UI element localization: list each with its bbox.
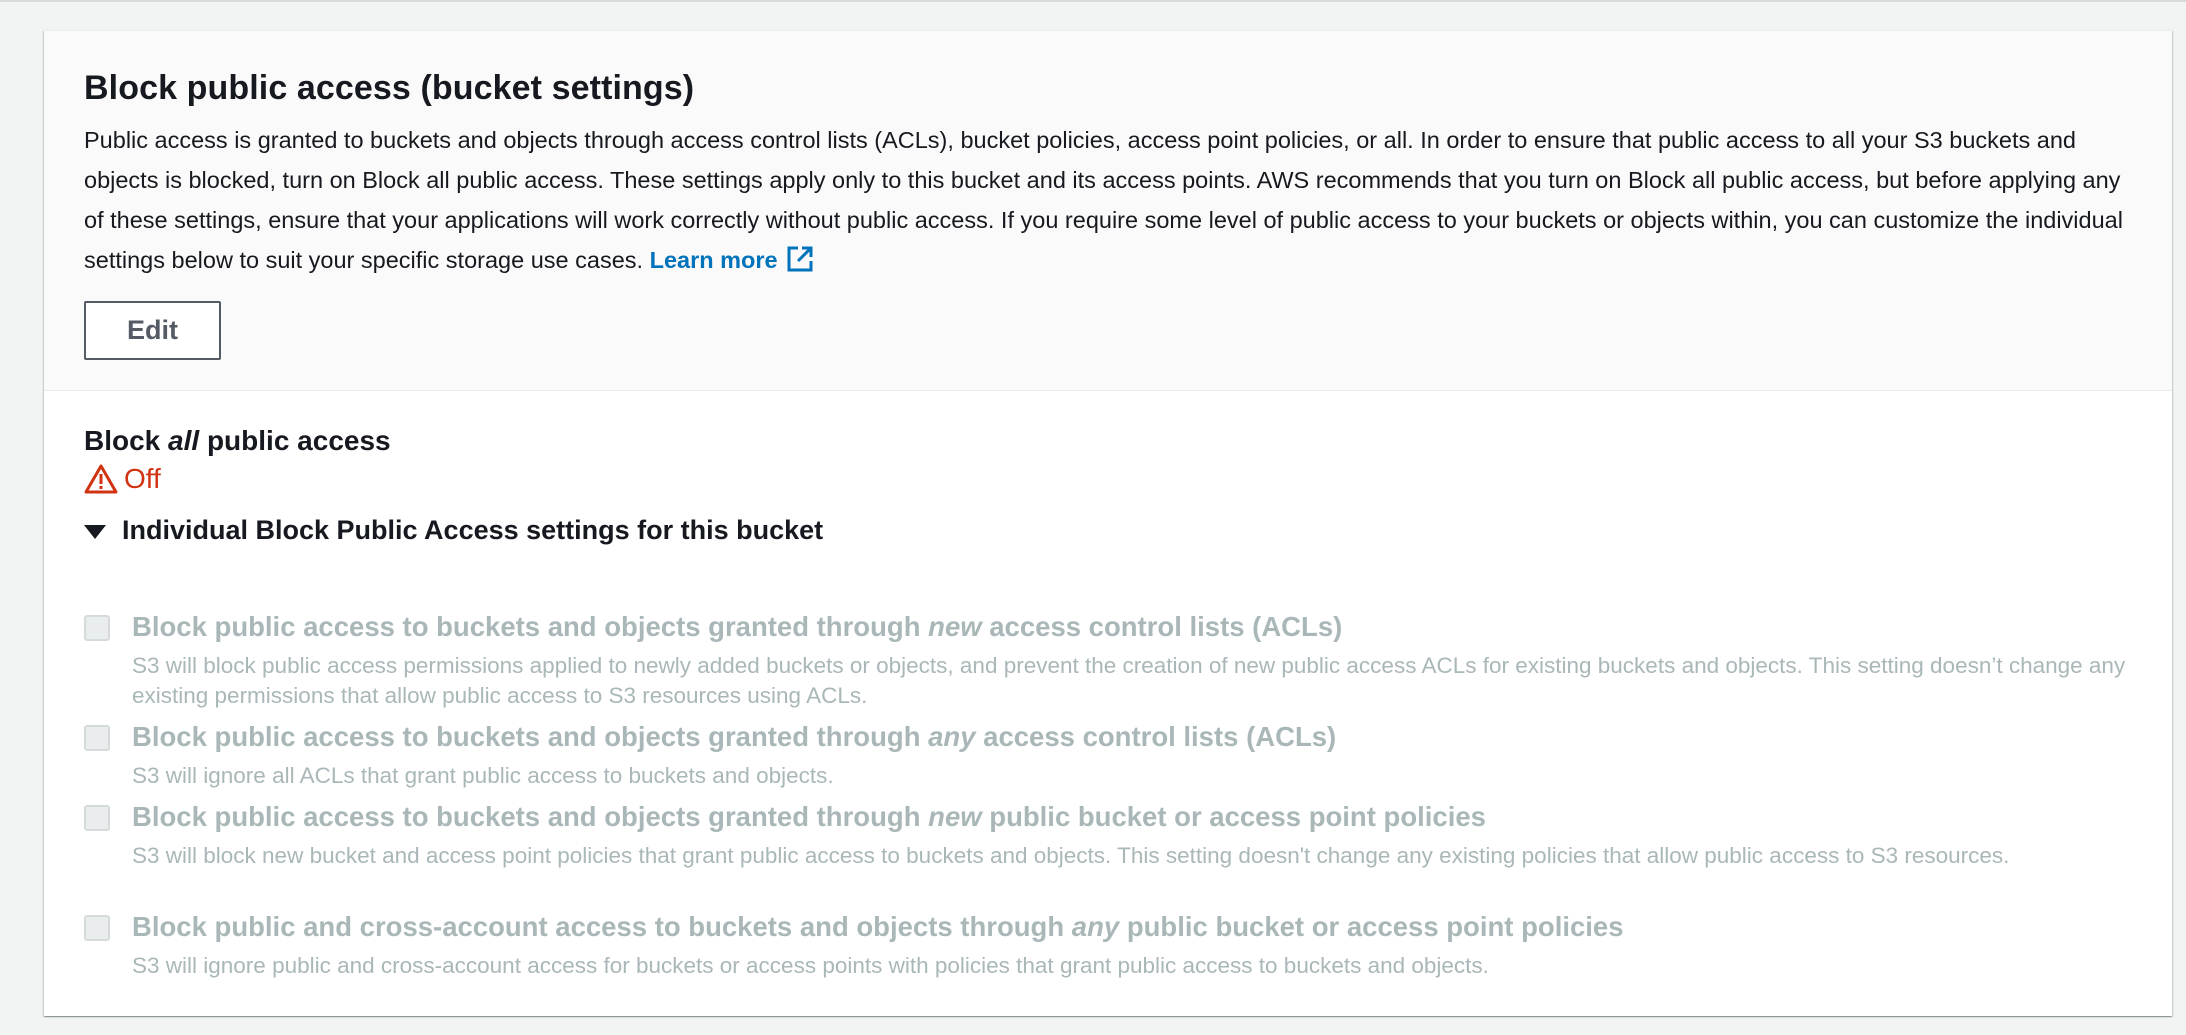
option-title-post: public bucket or access point policies [981,801,1486,832]
option-title [132,911,1624,943]
option-title-pre: Block public access to buckets and objects granted through [132,801,929,832]
option-title-pre: Block public access to buckets and objects granted through [132,721,929,752]
learn-more-label: Learn more [649,247,778,273]
checkbox-block-new-acls[interactable] [84,615,110,641]
option-title-em: any [928,721,976,752]
option-description: S3 will block new bucket and access point policies that grant public access to buckets and objects. This setting doesn't change any existing policies that allow public access to S3 resources. [132,843,2010,868]
option-title [132,611,1342,643]
option-title-em: new [928,801,982,832]
status-text: Off [124,463,161,494]
section-description [84,120,2144,280]
option-description: S3 will ignore all ACLs that grant public access to buckets and objects. [132,763,834,788]
learn-more-link[interactable] [650,247,814,273]
block-all-status [84,463,161,495]
option-title-post: access control lists (ACLs) [975,721,1337,752]
option-title-post: public bucket or access point policies [1119,911,1624,942]
block-all-label [84,425,391,457]
block-all-label-pre: Block [84,425,169,456]
edit-button[interactable]: Edit [84,301,221,360]
option-title-pre: Block public and cross-account access to buckets and objects through [132,911,1072,942]
external-link-icon [786,245,814,273]
option-title [132,801,1486,833]
option-title-pre: Block public access to buckets and objects granted through [132,611,929,642]
option-description: S3 will ignore public and cross-account access for buckets or access points with policies that grant public access to buckets and objects. [132,953,1489,978]
checkbox-block-cross-account[interactable] [84,915,110,941]
option-description: S3 will block public access permissions applied to newly added buckets or objects, and prevent the creation of new public access ACLs for existing buckets and objects. This setting doesn’t change any existing permissions that allow public access to S3 resources using ACLs. [132,653,2126,708]
section-title: Block public access (bucket settings) [84,69,695,107]
individual-settings-heading: Individual Block Public Access settings for this bucket [122,515,824,545]
top-divider [0,0,2186,2]
description-text: Public access is granted to buckets and objects through access control lists (ACLs), bucket policies, access point policies, or all. In order to ensure that public access to all your S3 buckets and objects is blocked, turn on Block all public access. These settings apply only to this bucket and its access points. AWS recommends that you turn on Block all public access, but before applying any of these settings, ensure that your applications will work correctly without public access. If you require some level of public access to your buckets or objects within, you can customize the individual settings below to suit your specific storage use cases. [84,127,2123,273]
warning-icon [84,463,118,495]
panel-header [44,31,2172,391]
block-all-label-post: public access [199,425,391,456]
option-title-em: new [928,611,982,642]
option-title-em: any [1071,911,1120,942]
block-public-access-panel [44,30,2172,1016]
checkbox-block-any-acls[interactable] [84,725,110,751]
option-title-post: access control lists (ACLs) [981,611,1343,642]
individual-settings-expander[interactable] [84,515,823,546]
option-title [132,721,1336,753]
caret-down-icon [84,525,106,539]
block-all-label-em: all [168,425,200,456]
checkbox-block-new-policies[interactable] [84,805,110,831]
